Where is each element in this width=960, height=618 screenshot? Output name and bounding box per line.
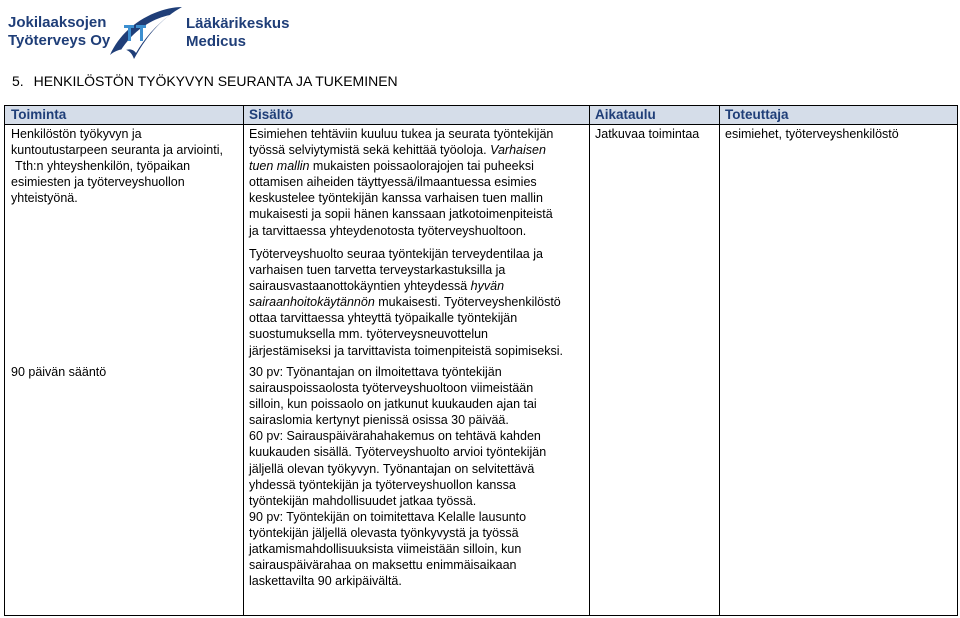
partner-logo-text xyxy=(186,15,289,51)
column-divider xyxy=(589,106,590,615)
text-line: Tth:n yhteyshenkilön, työpaikan xyxy=(15,159,191,174)
text-line: ottamisen aiheiden täyttyessä/ilmaantuessa esimies xyxy=(249,175,537,190)
text-line: ottaa tarvittaessa yhteyttä työpaikalle työntekijän xyxy=(249,311,518,326)
text-span: sairausvastaanottokäyntien yhteydessä xyxy=(249,279,471,294)
section-number: 5. xyxy=(12,73,24,89)
text-line: työntekijän jäljellä olevasta työnkyvystä ja työssä xyxy=(249,525,519,540)
text-line: jatkamismahdollisuuksista viimeistään silloin, kun xyxy=(249,542,522,557)
text-line: kuntoutustarpeen seuranta ja arviointi, xyxy=(11,143,223,158)
text-span: mukaisten poissaolorajojen tai puheeksi xyxy=(309,159,534,174)
section-title-text: HENKILÖSTÖN TYÖKYVYN SEURANTA JA TUKEMINEN xyxy=(33,73,398,89)
emphasis-text: tuen mallin xyxy=(249,159,310,174)
text-line: sairaslomia kertynyt pienissä osissa 30 päivää. xyxy=(249,413,509,428)
text-line xyxy=(249,294,589,310)
aikataulu-cell: Jatkuvaa toimintaa xyxy=(595,127,700,141)
column-header-aikataulu: Aikataulu xyxy=(595,107,656,122)
logo-line: Työterveys Oy xyxy=(8,32,111,49)
text-span: työssä selviytymistä sekä kehittää työoloja. xyxy=(249,143,491,158)
toteuttaja-cell: esimiehet, työterveyshenkilöstö xyxy=(725,127,899,141)
table-header xyxy=(5,106,957,125)
column-header-toteuttaja: Toteuttaja xyxy=(725,107,789,122)
text-line: mukaisesti ja sopii hänen kanssaan jatkotoimenpiteistä xyxy=(249,207,553,222)
text-line: silloin, kun poissaolo on jatkunut kuukauden ajan tai xyxy=(249,397,537,412)
sisalto-90-day-rule xyxy=(249,364,589,589)
text-line: yhteistyönä. xyxy=(11,191,78,206)
text-line: 60 pv: Sairauspäivärahahakemus on tehtävä kahden xyxy=(249,429,541,444)
column-header-toiminta: Toiminta xyxy=(11,107,67,122)
sisalto-paragraph-2 xyxy=(249,246,589,359)
sisalto-paragraph-1 xyxy=(249,126,589,239)
text-line: esimiesten ja työterveyshuollon xyxy=(11,175,185,190)
column-divider xyxy=(243,106,244,615)
text-line: Esimiehen tehtäviin kuuluu tukea ja seurata työntekijän xyxy=(249,127,554,141)
emphasis-text: Varhaisen xyxy=(490,143,546,158)
logo-mark-icon xyxy=(104,3,184,63)
text-line: järjestämiseksi ja tarvittavista toimenpiteistä sopimiseksi. xyxy=(249,343,563,358)
text-line: Työterveyshuolto seuraa työntekijän terveydentilaa ja xyxy=(249,247,543,261)
plan-table xyxy=(4,105,958,616)
toiminta-cell xyxy=(11,126,241,206)
column-divider xyxy=(719,106,720,615)
text-line: 90 pv: Työntekijän on toimitettava Kelalle lausunto xyxy=(249,509,527,524)
text-line: sairauspäivärahaa on maksettu enimmäisaikaan xyxy=(249,558,517,573)
text-span: mukaisesti. Työterveyshenkilöstö xyxy=(374,295,561,310)
text-line: ja tarvittaessa yhteydenotosta työterveyshuoltoon. xyxy=(249,223,527,238)
emphasis-text: hyvän xyxy=(470,279,505,294)
text-line: keskustelee työntekijän kanssa varhaisen tuen mallin xyxy=(249,191,543,206)
logo-line: Medicus xyxy=(186,33,247,50)
text-line: työntekijän mahdollisuudet jatkaa työssä. xyxy=(249,493,477,508)
logo-line: Lääkärikeskus xyxy=(186,15,290,32)
toiminta-cell: 90 päivän sääntö xyxy=(11,365,107,379)
text-line: varhaisen tuen tarvetta terveystarkastuksilla ja xyxy=(249,263,506,278)
logo-line: Jokilaaksojen xyxy=(8,14,107,31)
text-line xyxy=(249,142,589,158)
text-line xyxy=(249,158,589,174)
text-line: Henkilöstön työkyvyn ja xyxy=(11,127,142,141)
emphasis-text: sairaanhoitokäytännön xyxy=(249,295,375,310)
text-line: 30 pv: Työnantajan on ilmoitettava työntekijän xyxy=(249,365,502,379)
text-line: sairauspoissaolosta työterveyshuoltoon viimeistään xyxy=(249,381,534,396)
column-header-sisalto: Sisältö xyxy=(249,107,294,122)
text-line: laskettavilta 90 arkipäivältä. xyxy=(249,574,402,589)
text-line: yhdessä työntekijän ja työterveyshuollon kanssa xyxy=(249,477,516,492)
text-line xyxy=(249,278,589,294)
text-line: suostumuksella mm. työterveysneuvottelun xyxy=(249,327,488,342)
section-title xyxy=(12,73,404,89)
company-logo-text xyxy=(8,14,110,50)
text-line: jäljellä olevan työkyvyn. Työnantajan on selvitettävä xyxy=(249,461,535,476)
text-line: kuukauden sisällä. Työterveyshuolto arvioi työntekijän xyxy=(249,445,547,460)
